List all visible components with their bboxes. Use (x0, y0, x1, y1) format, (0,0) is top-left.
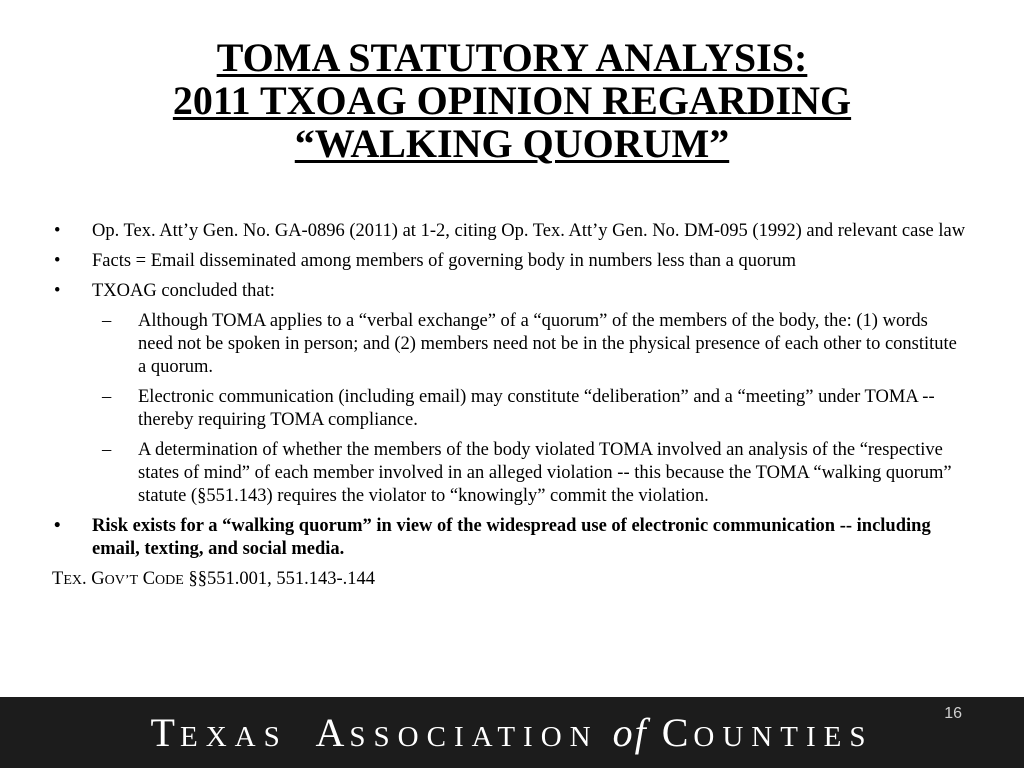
bullet-text: Risk exists for a “walking quorum” in view of the widespread use of electronic communication -- including email, texting, and social media. (92, 516, 931, 559)
sub-bullet-electronic-communication (52, 386, 967, 432)
sub-bullet-marker: – (102, 440, 112, 460)
bullet-text: TXOAG concluded that: (92, 281, 275, 301)
slide-title (0, 36, 1024, 165)
bullet-opinion-citation (52, 220, 967, 243)
bullet-risk (52, 515, 967, 561)
bullet-text: Op. Tex. Att’y Gen. No. GA-0896 (2011) at 1-2, citing Op. Tex. Att’y Gen. No. DM-095 (1992) and relevant case law (92, 221, 966, 241)
bullet-marker: • (54, 516, 61, 536)
bullet-txoag-concluded (52, 280, 967, 303)
sub-bullet-states-of-mind (52, 439, 967, 508)
bullet-text: Facts = Email disseminated among members of governing body in numbers less than a quorum (92, 251, 797, 271)
title-line-3: “WALKING QUORUM” (294, 121, 730, 166)
page-number: 16 (944, 705, 962, 722)
title-line-1: TOMA STATUTORY ANALYSIS: (216, 35, 808, 80)
sub-bullet-marker: – (102, 311, 112, 331)
sub-bullet-text: A determination of whether the members of the body violated TOMA involved an analysis of the “respective states of mind” of each member involved in an alleged violation -- this because the TOMA “walking quorum” statute (§551.143) requires the violator to “knowingly” commit the violation. (138, 440, 952, 506)
sub-bullet-marker: – (102, 387, 112, 407)
bullet-marker: • (54, 221, 61, 241)
sub-bullet-verbal-exchange (52, 310, 967, 379)
title-line-2: 2011 TXOAG OPINION REGARDING (172, 78, 852, 123)
slide-body (52, 220, 967, 592)
sub-bullet-text: Electronic communication (including email) may constitute “deliberation” and a “meeting” under TOMA -- thereby requiring TOMA compliance. (138, 387, 935, 430)
bullet-marker: • (54, 281, 61, 301)
organization-logo-text: TEXAS ASSOCIATION of COUNTIES (150, 710, 874, 755)
sub-bullet-text: Although TOMA applies to a “verbal exchange” of a “quorum” of the members of the body, the: (1) words need not be spoken in person; and (2) members need not be in the physical presence of each other to constitute a quorum. (138, 311, 957, 377)
bullet-facts (52, 250, 967, 273)
statute-citation: TEX. GOV’T CODE §§551.001, 551.143-.144 (52, 569, 375, 589)
footer-banner (0, 697, 1024, 768)
bullet-marker: • (54, 251, 61, 271)
